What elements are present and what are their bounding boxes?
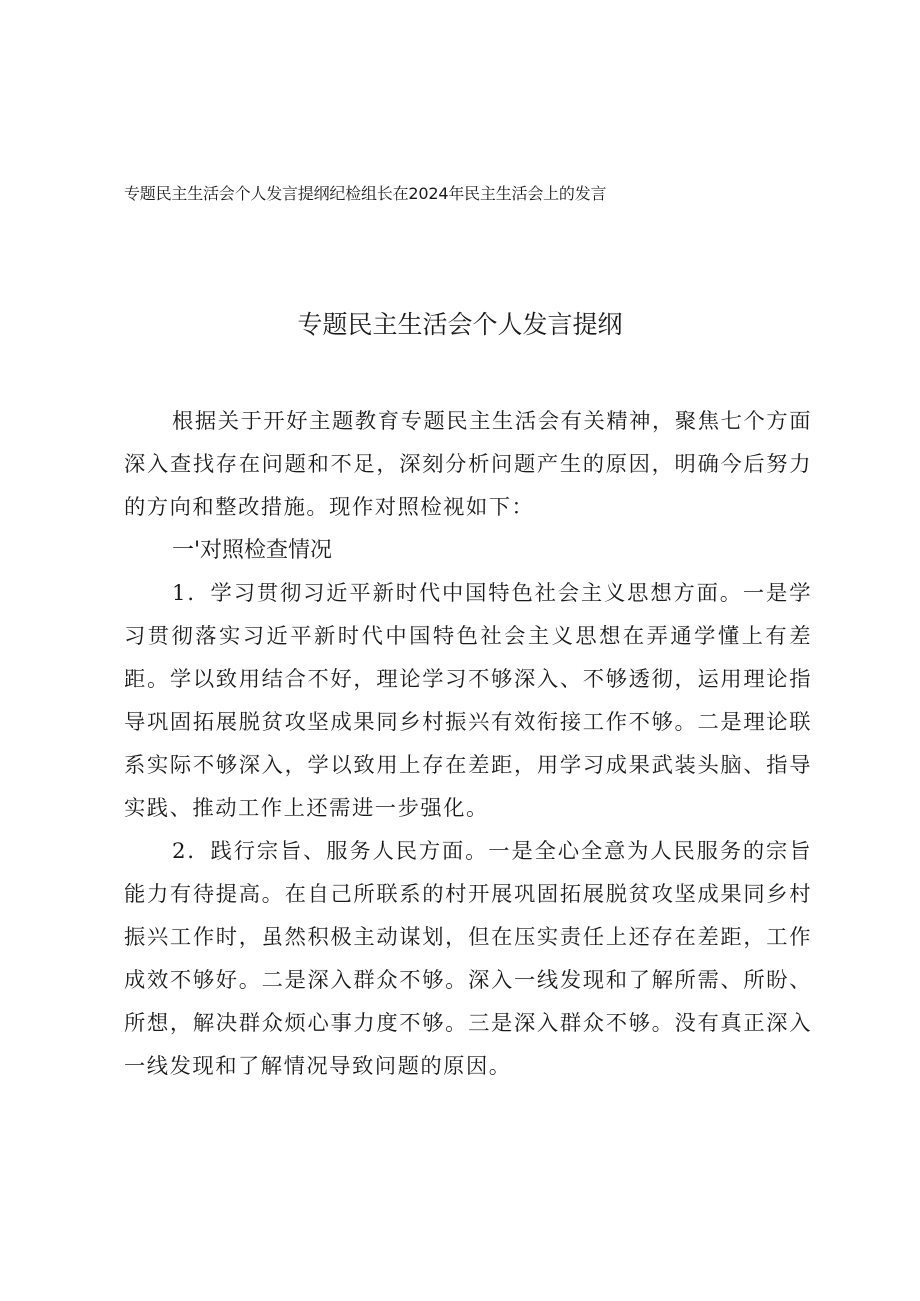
intro-paragraph: 根据关于开好主题教育专题民主生活会有关精神，聚焦七个方面深入查找存在问题和不足，深刻分析问题产生的原因，明确今后努力的方向和整改措施。现作对照检视如下： [124, 409, 812, 520]
document-header: 专题民主生活会个人发言提纲纪检组长在2024年民主生活会上的发言 [124, 184, 607, 203]
item-1-paragraph: 1．学习贯彻习近平新时代中国特色社会主义思想方面。一是学习贯彻落实习近平新时代中国特色社会主义思想在弄通学懂上有差距。学以致用结合不好，理论学习不够深入、不够透彻，运用理论指导巩固拓展脱贫攻坚成果同乡村振兴有效衔接工作不够。二是理论联系实际不够深入，学以致用上存在差距，用学习成果武装头脑、指导实践、推动工作上还需进一步强化。 [124, 581, 812, 821]
document-body [124, 400, 812, 1088]
document-title: 专题民主生活会个人发言提纲 [297, 310, 623, 339]
item-2-paragraph: 2．践行宗旨、服务人民方面。一是全心全意为人民服务的宗旨能力有待提高。在自己所联系的村开展巩固拓展脱贫攻坚成果同乡村振兴工作时，虽然积极主动谋划，但在压实责任上还存在差距，工作成效不够好。二是深入群众不够。深入一线发现和了解所需、所盼、所想，解决群众烦心事力度不够。三是深入群众不够。没有真正深入一线发现和了解情况导致问题的原因。 [124, 839, 812, 1079]
section-heading: 一'对照检查情况 [172, 538, 333, 563]
